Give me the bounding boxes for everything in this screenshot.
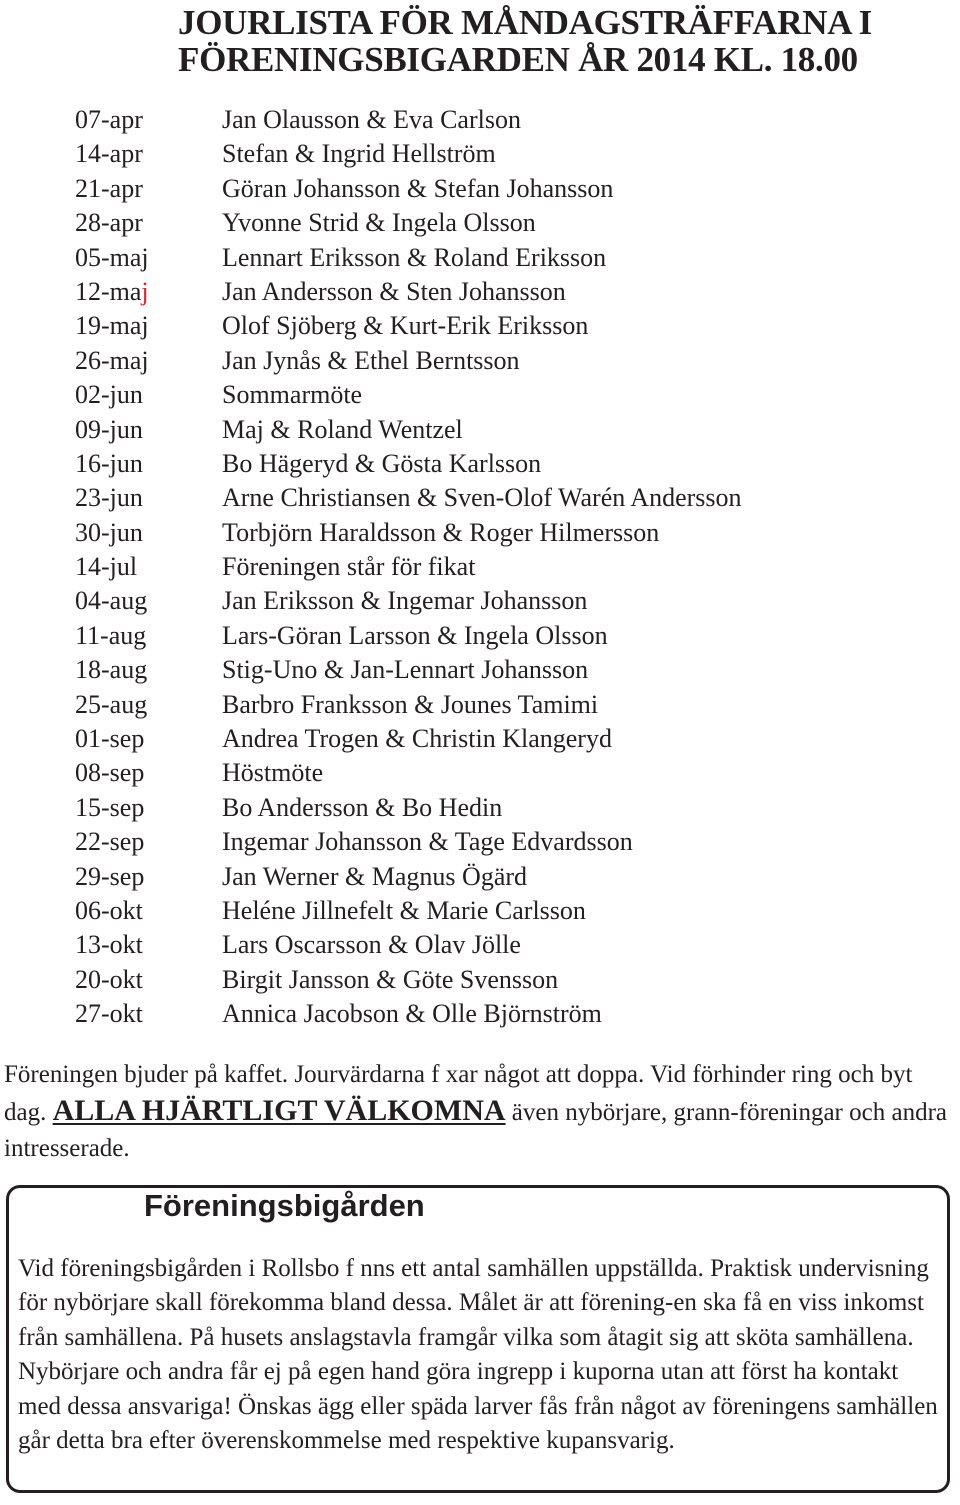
schedule-date: 29-sep bbox=[75, 861, 145, 891]
schedule-date: 16-jun bbox=[75, 448, 143, 478]
schedule-row bbox=[75, 516, 742, 550]
schedule-date: 05-maj bbox=[75, 242, 149, 272]
schedule-row bbox=[75, 550, 742, 584]
schedule-date: 04-aug bbox=[75, 586, 148, 616]
schedule-row bbox=[75, 309, 742, 343]
duty-schedule-list bbox=[75, 103, 742, 1032]
schedule-host: Heléne Jillnefelt & Marie Carlsson bbox=[222, 895, 586, 925]
schedule-row bbox=[75, 860, 742, 894]
schedule-row bbox=[75, 241, 742, 275]
schedule-date: 13-okt bbox=[75, 930, 143, 960]
schedule-row bbox=[75, 137, 742, 171]
schedule-row bbox=[75, 481, 742, 515]
schedule-host: Stefan & Ingrid Hellström bbox=[222, 139, 496, 169]
info-box-title: Föreningsbigården bbox=[144, 1188, 425, 1223]
schedule-host: Bo Hägeryd & Gösta Karlsson bbox=[222, 448, 542, 478]
schedule-host: Jan Jynås & Ethel Berntsson bbox=[222, 345, 520, 375]
schedule-row bbox=[75, 584, 742, 618]
notice-emphasis: ALLA HJÄRTLIGT VÄLKOMNA bbox=[52, 1094, 506, 1127]
schedule-date: 20-okt bbox=[75, 964, 143, 994]
schedule-host: Stig-Uno & Jan-Lennart Johansson bbox=[222, 655, 589, 685]
welcome-notice bbox=[4, 1057, 954, 1167]
schedule-date: 14-apr bbox=[75, 139, 143, 169]
schedule-row bbox=[75, 413, 742, 447]
notice-text-before: Föreningen bjuder på kaffet. Jourvärdarna f xar något att doppa. Vid förhinder ring och byt dag. bbox=[4, 1061, 913, 1126]
schedule-host: Göran Johansson & Stefan Johansson bbox=[222, 173, 614, 203]
title-line-1: JOURLISTA FÖR MÅNDAGSTRÄFFARNA I bbox=[178, 3, 873, 42]
schedule-host: Andrea Trogen & Christin Klangeryd bbox=[222, 724, 612, 754]
schedule-date-prefix: 12-ma bbox=[75, 276, 142, 306]
title-line-2: FÖRENINGSBIGARDEN ÅR 2014 KL. 18.00 bbox=[178, 40, 858, 79]
schedule-row bbox=[75, 997, 742, 1031]
schedule-host: Jan Werner & Magnus Ögärd bbox=[222, 861, 528, 891]
schedule-host: Sommarmöte bbox=[222, 380, 363, 410]
schedule-date: 19-maj bbox=[75, 311, 149, 341]
schedule-host: Jan Andersson & Sten Johansson bbox=[222, 276, 566, 306]
schedule-host: Torbjörn Haraldsson & Roger Hilmersson bbox=[222, 517, 660, 547]
schedule-date: 27-okt bbox=[75, 999, 143, 1029]
schedule-date: 08-sep bbox=[75, 758, 145, 788]
schedule-row bbox=[75, 447, 742, 481]
schedule-date: 02-jun bbox=[75, 380, 143, 410]
schedule-row bbox=[75, 756, 742, 790]
schedule-row bbox=[75, 103, 742, 137]
schedule-date: 22-sep bbox=[75, 827, 145, 857]
schedule-date: 30-jun bbox=[75, 517, 143, 547]
schedule-date: 23-jun bbox=[75, 483, 143, 513]
schedule-row bbox=[75, 378, 742, 412]
schedule-date: 26-maj bbox=[75, 345, 149, 375]
schedule-host: Jan Eriksson & Ingemar Johansson bbox=[222, 586, 588, 616]
schedule-host: Yvonne Strid & Ingela Olsson bbox=[222, 208, 536, 238]
schedule-date: 25-aug bbox=[75, 689, 148, 719]
schedule-row bbox=[75, 825, 742, 859]
schedule-host: Arne Christiansen & Sven-Olof Warén Andersson bbox=[222, 483, 742, 513]
schedule-host: Bo Andersson & Bo Hedin bbox=[222, 792, 503, 822]
schedule-host: Lars Oscarsson & Olav Jölle bbox=[222, 930, 521, 960]
schedule-row bbox=[75, 344, 742, 378]
schedule-date: 06-okt bbox=[75, 895, 143, 925]
schedule-host: Höstmöte bbox=[222, 758, 324, 788]
schedule-host: Föreningen står för fikat bbox=[222, 552, 476, 582]
schedule-host: Ingemar Johansson & Tage Edvardsson bbox=[222, 827, 633, 857]
schedule-row bbox=[75, 653, 742, 687]
schedule-row bbox=[75, 894, 742, 928]
schedule-host: Olof Sjöberg & Kurt-Erik Eriksson bbox=[222, 311, 589, 341]
schedule-date-accent-letter: j bbox=[141, 276, 149, 306]
notice-text-after: även nybörjare, grann-föreningar och andra intresserade. bbox=[4, 1099, 947, 1162]
info-box-text: Vid föreningsbigården i Rollsbo f nns ett antal samhällen uppställda. Praktisk undervisning för nybörjare skall förekomma bland dessa. Målet är att förening-en ska få en viss inkomst från samhällena. På husets anslagstavla framgår vilka som åtagit sig att sköta samhällena. Nybörjare och andra får ej på egen hand göra ingrepp i kuporna utan att först ha kontakt med dessa ansvariga! Önskas ägg eller späda larver fås från något av föreningens samhällen går detta bra efter överenskommelse med respektive kupansvarig. bbox=[18, 1255, 938, 1455]
schedule-date: 28-apr bbox=[75, 208, 143, 238]
schedule-date: 09-jun bbox=[75, 414, 143, 444]
schedule-host: Lars-Göran Larsson & Ingela Olsson bbox=[222, 620, 608, 650]
schedule-row bbox=[75, 722, 742, 756]
schedule-date: 11-aug bbox=[75, 620, 147, 650]
schedule-row bbox=[75, 619, 742, 653]
schedule-row bbox=[75, 791, 742, 825]
schedule-host: Birgit Jansson & Göte Svensson bbox=[222, 964, 559, 994]
schedule-date bbox=[75, 275, 222, 309]
schedule-host: Annica Jacobson & Olle Björnström bbox=[222, 999, 602, 1029]
schedule-host: Maj & Roland Wentzel bbox=[222, 414, 463, 444]
schedule-date: 01-sep bbox=[75, 724, 145, 754]
schedule-date: 21-apr bbox=[75, 173, 143, 203]
schedule-row bbox=[75, 963, 742, 997]
schedule-row bbox=[75, 275, 742, 309]
schedule-date: 15-sep bbox=[75, 792, 145, 822]
schedule-row bbox=[75, 172, 742, 206]
schedule-date: 14-jul bbox=[75, 552, 138, 582]
schedule-row bbox=[75, 206, 742, 240]
schedule-host: Jan Olausson & Eva Carlson bbox=[222, 105, 521, 134]
page-title bbox=[178, 4, 938, 78]
schedule-date: 18-aug bbox=[75, 655, 148, 685]
schedule-date: 07-apr bbox=[75, 105, 143, 134]
schedule-host: Barbro Franksson & Jounes Tamimi bbox=[222, 689, 599, 719]
schedule-row bbox=[75, 688, 742, 722]
schedule-host: Lennart Eriksson & Roland Eriksson bbox=[222, 242, 607, 272]
schedule-row bbox=[75, 928, 742, 962]
